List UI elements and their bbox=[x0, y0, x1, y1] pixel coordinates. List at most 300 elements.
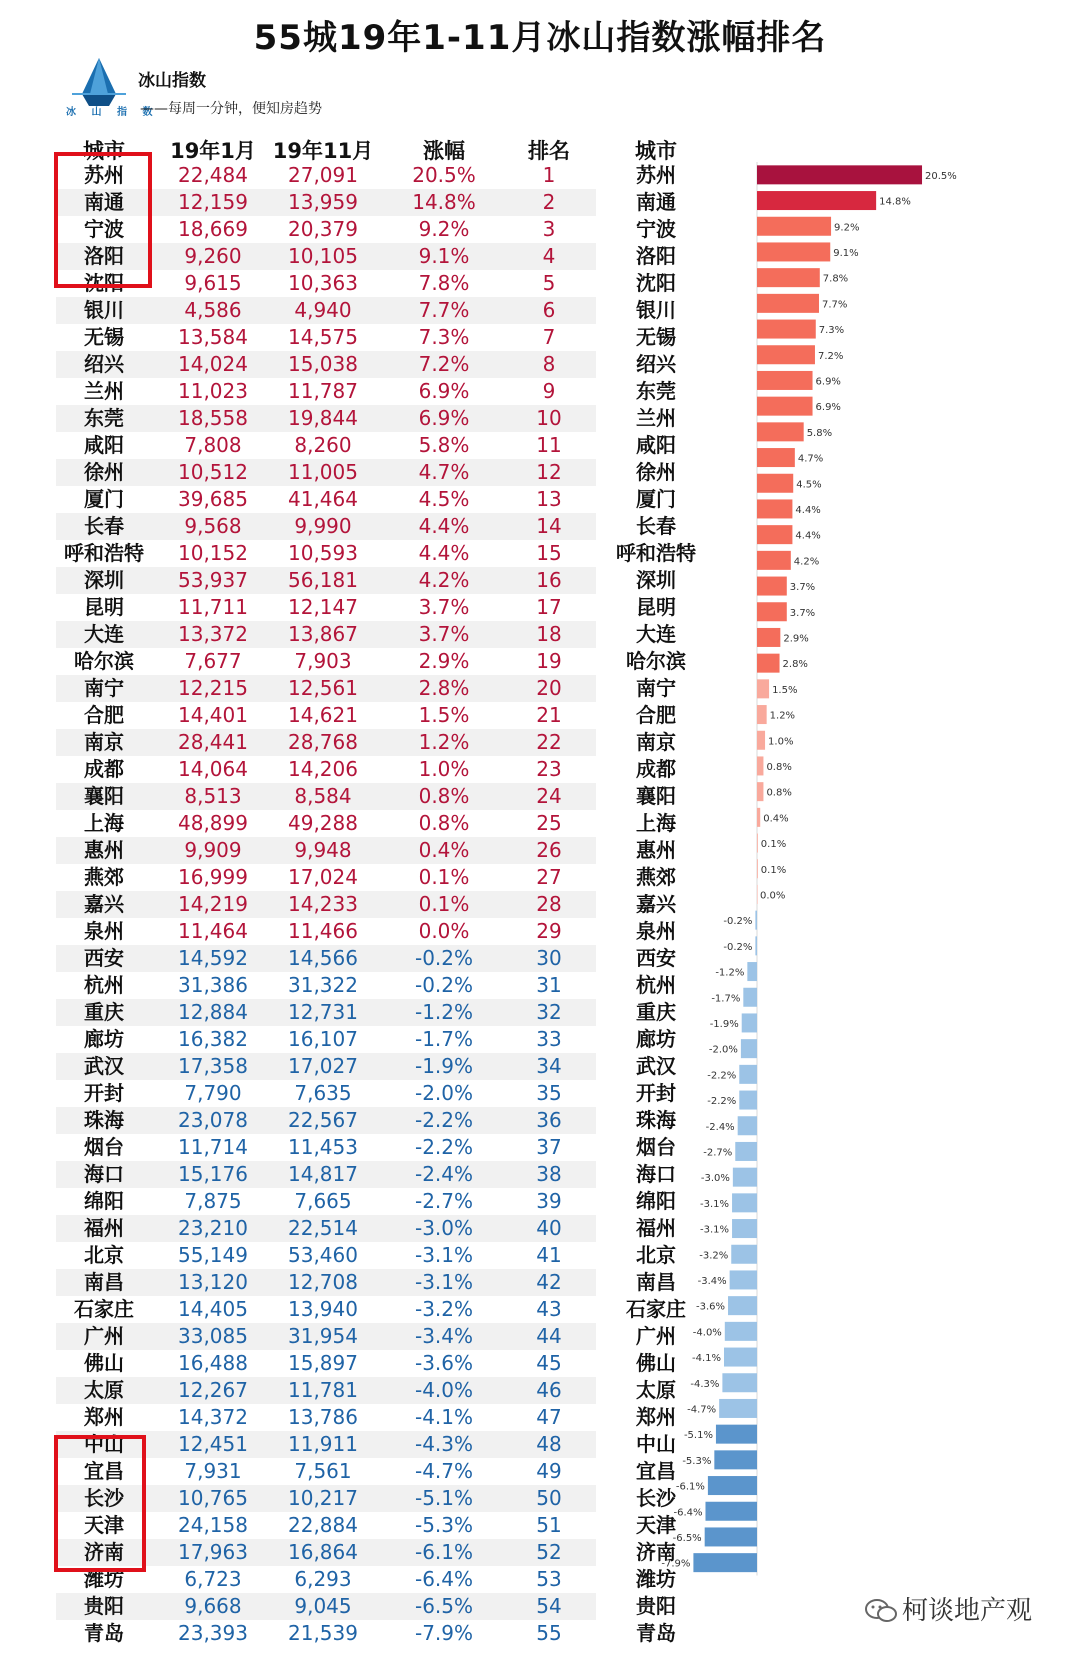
bar-value-label: -5.3% bbox=[682, 1455, 712, 1467]
row-nov-value: 49,288 bbox=[288, 811, 358, 835]
row-rank: 6 bbox=[542, 298, 556, 322]
row-rank: 14 bbox=[536, 514, 562, 538]
bar bbox=[757, 165, 922, 184]
bar bbox=[728, 1296, 757, 1315]
bar bbox=[757, 525, 792, 544]
row-change: -3.0% bbox=[414, 1216, 474, 1240]
row-jan-value: 11,023 bbox=[178, 379, 248, 403]
row-rank: 47 bbox=[536, 1405, 562, 1429]
row-nov-value: 7,903 bbox=[294, 649, 352, 673]
bar bbox=[757, 885, 758, 904]
chart-category-label: 烟台 bbox=[636, 1135, 676, 1159]
row-rank: 21 bbox=[536, 703, 562, 727]
row-jan-value: 31,386 bbox=[178, 973, 248, 997]
row-nov-value: 8,260 bbox=[294, 433, 352, 457]
row-city: 昆明 bbox=[84, 595, 124, 619]
row-city: 福州 bbox=[84, 1216, 124, 1240]
chart-category-label: 嘉兴 bbox=[636, 892, 676, 916]
row-rank: 29 bbox=[536, 919, 562, 943]
row-change: 6.9% bbox=[418, 379, 470, 403]
row-nov-value: 16,107 bbox=[288, 1027, 358, 1051]
row-jan-value: 28,441 bbox=[178, 730, 248, 754]
bar bbox=[757, 499, 792, 518]
chart-category-label: 燕郊 bbox=[636, 865, 676, 889]
row-jan-value: 12,159 bbox=[178, 190, 248, 214]
row-change: -2.7% bbox=[414, 1189, 474, 1213]
bar bbox=[757, 551, 791, 570]
chart-category-label: 咸阳 bbox=[636, 433, 676, 457]
chart-category-label: 北京 bbox=[636, 1243, 676, 1267]
row-rank: 16 bbox=[536, 568, 562, 592]
bar-value-label: 4.4% bbox=[795, 504, 821, 516]
table-row bbox=[56, 540, 596, 567]
row-rank: 44 bbox=[536, 1324, 562, 1348]
row-change: 4.7% bbox=[418, 460, 470, 484]
bar bbox=[725, 1322, 757, 1341]
bar-value-label: 6.9% bbox=[815, 376, 841, 388]
row-change: -1.7% bbox=[414, 1027, 474, 1051]
row-change: 5.8% bbox=[418, 433, 470, 457]
bar-value-label: -4.3% bbox=[690, 1378, 720, 1390]
row-rank: 30 bbox=[536, 946, 562, 970]
row-nov-value: 10,105 bbox=[288, 244, 358, 268]
row-jan-value: 48,899 bbox=[178, 811, 248, 835]
ranking-table bbox=[56, 162, 596, 1647]
row-rank: 36 bbox=[536, 1108, 562, 1132]
row-city: 海口 bbox=[84, 1162, 124, 1186]
bar-value-label: 3.7% bbox=[789, 582, 816, 594]
bar-value-label: 0.1% bbox=[760, 839, 787, 851]
row-rank: 12 bbox=[536, 460, 562, 484]
row-rank: 41 bbox=[536, 1243, 562, 1267]
bar bbox=[742, 1013, 757, 1032]
row-rank: 8 bbox=[542, 352, 556, 376]
bar bbox=[757, 397, 813, 416]
row-rank: 18 bbox=[536, 622, 562, 646]
row-jan-value: 16,382 bbox=[178, 1027, 248, 1051]
row-change: 7.8% bbox=[418, 271, 470, 295]
row-nov-value: 19,844 bbox=[288, 406, 358, 430]
bar-value-label: -2.2% bbox=[707, 1096, 737, 1108]
bar bbox=[757, 628, 780, 647]
chart-category-label: 珠海 bbox=[636, 1108, 676, 1132]
bar bbox=[757, 217, 831, 236]
bar-value-label: 0.4% bbox=[763, 813, 789, 825]
row-nov-value: 11,781 bbox=[288, 1378, 358, 1402]
row-city: 咸阳 bbox=[84, 433, 124, 457]
row-change: -4.3% bbox=[414, 1432, 474, 1456]
bar-value-label: -7.9% bbox=[661, 1558, 691, 1570]
table-row bbox=[56, 891, 596, 918]
table-row bbox=[56, 405, 596, 432]
row-nov-value: 12,147 bbox=[288, 595, 358, 619]
row-rank: 28 bbox=[536, 892, 562, 916]
row-city: 珠海 bbox=[84, 1108, 124, 1132]
chart-category-label: 佛山 bbox=[636, 1351, 676, 1375]
row-jan-value: 11,711 bbox=[178, 595, 248, 619]
row-jan-value: 9,909 bbox=[184, 838, 242, 862]
bar bbox=[757, 268, 820, 287]
chart-category-label: 太原 bbox=[636, 1378, 676, 1402]
chart-category-label: 广州 bbox=[636, 1324, 676, 1348]
row-rank: 1 bbox=[542, 163, 556, 187]
change-bar-chart bbox=[661, 162, 1016, 1647]
row-change: -6.4% bbox=[414, 1567, 474, 1591]
bar-value-label: 9.1% bbox=[833, 247, 859, 259]
row-rank: 17 bbox=[536, 595, 562, 619]
bar-value-label: 9.2% bbox=[834, 222, 860, 234]
row-jan-value: 9,260 bbox=[184, 244, 242, 268]
row-jan-value: 53,937 bbox=[178, 568, 248, 592]
chart-category-label: 开封 bbox=[636, 1081, 676, 1105]
header-change: 涨幅 bbox=[423, 139, 465, 163]
row-rank: 39 bbox=[536, 1189, 562, 1213]
row-jan-value: 7,875 bbox=[184, 1189, 242, 1213]
row-jan-value: 6,723 bbox=[184, 1567, 242, 1591]
row-city: 郑州 bbox=[84, 1405, 124, 1429]
row-nov-value: 17,024 bbox=[288, 865, 358, 889]
table-row bbox=[56, 459, 596, 486]
row-jan-value: 18,669 bbox=[178, 217, 248, 241]
table-row bbox=[56, 1269, 596, 1296]
bar-value-label: -3.6% bbox=[696, 1301, 726, 1313]
bar-value-label: 1.0% bbox=[768, 736, 794, 748]
row-nov-value: 11,911 bbox=[288, 1432, 358, 1456]
bar-value-label: 0.0% bbox=[760, 890, 786, 902]
row-change: 6.9% bbox=[418, 406, 470, 430]
row-city: 绍兴 bbox=[84, 352, 124, 376]
bar-value-label: -5.1% bbox=[683, 1430, 713, 1442]
row-change: 0.0% bbox=[418, 919, 470, 943]
bar-value-label: -1.2% bbox=[715, 967, 745, 979]
bar-value-label: -3.1% bbox=[700, 1224, 730, 1236]
row-change: -3.1% bbox=[414, 1270, 474, 1294]
row-nov-value: 14,206 bbox=[288, 757, 358, 781]
row-rank: 22 bbox=[536, 730, 562, 754]
bar bbox=[757, 577, 787, 596]
row-rank: 46 bbox=[536, 1378, 562, 1402]
row-change: -7.9% bbox=[414, 1621, 474, 1645]
row-rank: 55 bbox=[536, 1621, 562, 1645]
row-city: 西安 bbox=[84, 946, 124, 970]
row-jan-value: 18,558 bbox=[178, 406, 248, 430]
row-rank: 45 bbox=[536, 1351, 562, 1375]
row-rank: 11 bbox=[536, 433, 562, 457]
bar-value-label: -3.0% bbox=[700, 1173, 730, 1185]
row-change: 14.8% bbox=[412, 190, 476, 214]
row-city: 烟台 bbox=[84, 1135, 124, 1159]
row-nov-value: 27,091 bbox=[288, 163, 358, 187]
header-nov: 19年11月 bbox=[272, 139, 374, 163]
row-city: 宁波 bbox=[84, 217, 124, 241]
row-rank: 48 bbox=[536, 1432, 562, 1456]
table-row bbox=[56, 513, 596, 540]
bar bbox=[741, 1039, 757, 1058]
bar-value-label: 4.4% bbox=[795, 530, 821, 542]
row-jan-value: 10,512 bbox=[178, 460, 248, 484]
row-jan-value: 8,513 bbox=[184, 784, 242, 808]
table-row bbox=[56, 1161, 596, 1188]
row-city: 北京 bbox=[84, 1243, 124, 1267]
table-row bbox=[56, 1134, 596, 1161]
row-city: 佛山 bbox=[84, 1351, 124, 1375]
bar bbox=[757, 808, 760, 827]
row-nov-value: 9,990 bbox=[294, 514, 352, 538]
row-city: 武汉 bbox=[84, 1054, 124, 1078]
highlight-box-bottom bbox=[54, 1435, 146, 1572]
bar-value-label: 0.8% bbox=[766, 787, 792, 799]
bar bbox=[733, 1168, 757, 1187]
row-rank: 35 bbox=[536, 1081, 562, 1105]
chart-category-label: 大连 bbox=[636, 622, 676, 646]
table-row bbox=[56, 999, 596, 1026]
bar-value-label: 4.5% bbox=[796, 479, 822, 491]
row-rank: 25 bbox=[536, 811, 562, 835]
bar-value-label: 14.8% bbox=[879, 196, 911, 208]
row-nov-value: 10,593 bbox=[288, 541, 358, 565]
bar bbox=[716, 1425, 757, 1444]
table-header bbox=[56, 135, 756, 163]
table-row bbox=[56, 783, 596, 810]
bar-value-label: -2.4% bbox=[705, 1121, 735, 1133]
table-row bbox=[56, 1404, 596, 1431]
row-city: 呼和浩特 bbox=[64, 541, 144, 565]
bar bbox=[705, 1527, 757, 1546]
bar-value-label: -6.1% bbox=[675, 1481, 705, 1493]
chart-category-label: 廊坊 bbox=[636, 1027, 676, 1051]
row-jan-value: 16,488 bbox=[178, 1351, 248, 1375]
bar-value-label: -2.0% bbox=[708, 1044, 738, 1056]
table-row bbox=[56, 432, 596, 459]
row-change: -6.1% bbox=[414, 1540, 474, 1564]
row-nov-value: 20,379 bbox=[288, 217, 358, 241]
row-jan-value: 11,464 bbox=[178, 919, 248, 943]
chart-category-label: 长春 bbox=[636, 514, 676, 538]
chart-category-label: 无锡 bbox=[636, 325, 676, 349]
bar bbox=[757, 782, 763, 801]
row-nov-value: 11,005 bbox=[288, 460, 358, 484]
row-nov-value: 8,584 bbox=[294, 784, 352, 808]
row-nov-value: 16,864 bbox=[288, 1540, 358, 1564]
bar-value-label: -2.7% bbox=[703, 1147, 733, 1159]
chart-category-label: 潍坊 bbox=[636, 1567, 676, 1591]
chart-category-label: 宁波 bbox=[636, 217, 676, 241]
row-change: -0.2% bbox=[414, 946, 474, 970]
row-nov-value: 17,027 bbox=[288, 1054, 358, 1078]
wechat-icon bbox=[864, 1598, 898, 1624]
chart-category-label: 福州 bbox=[636, 1216, 676, 1240]
chart-category-label: 杭州 bbox=[636, 973, 676, 997]
table-row bbox=[56, 486, 596, 513]
row-rank: 51 bbox=[536, 1513, 562, 1537]
bar bbox=[757, 834, 758, 853]
bar-value-label: 2.8% bbox=[782, 659, 808, 671]
bar-value-label: -3.2% bbox=[699, 1250, 729, 1262]
row-nov-value: 22,514 bbox=[288, 1216, 358, 1240]
row-city: 宜昌 bbox=[84, 1459, 124, 1483]
chart-category-label: 惠州 bbox=[636, 838, 676, 862]
bar-value-label: 1.2% bbox=[769, 710, 796, 722]
bar bbox=[747, 962, 757, 981]
chart-category-label: 南京 bbox=[636, 730, 676, 754]
chart-category-label: 贵阳 bbox=[636, 1594, 676, 1618]
row-change: 4.5% bbox=[418, 487, 470, 511]
row-nov-value: 14,817 bbox=[288, 1162, 358, 1186]
row-city: 兰州 bbox=[84, 379, 124, 403]
row-change: 7.7% bbox=[418, 298, 470, 322]
bar-value-label: -1.9% bbox=[709, 1018, 739, 1030]
row-city: 无锡 bbox=[84, 325, 124, 349]
row-change: 1.2% bbox=[418, 730, 470, 754]
bar bbox=[755, 936, 757, 955]
row-change: -3.2% bbox=[414, 1297, 474, 1321]
row-city: 泉州 bbox=[84, 919, 124, 943]
table-row bbox=[56, 972, 596, 999]
chart-category-label: 宜昌 bbox=[636, 1459, 676, 1483]
bar-value-label: -4.7% bbox=[687, 1404, 717, 1416]
row-nov-value: 11,466 bbox=[288, 919, 358, 943]
chart-category-label: 中山 bbox=[636, 1432, 676, 1456]
row-city: 长春 bbox=[84, 514, 124, 538]
bar bbox=[739, 1065, 757, 1084]
row-nov-value: 11,787 bbox=[288, 379, 358, 403]
table-row bbox=[56, 648, 596, 675]
chart-category-label: 重庆 bbox=[636, 1000, 676, 1024]
row-jan-value: 13,584 bbox=[178, 325, 248, 349]
row-nov-value: 53,460 bbox=[288, 1243, 358, 1267]
chart-category-label: 天津 bbox=[636, 1513, 676, 1537]
bar bbox=[693, 1553, 757, 1572]
bar-value-label: -6.4% bbox=[673, 1507, 703, 1519]
bar bbox=[757, 371, 813, 390]
table-row bbox=[56, 378, 596, 405]
bar bbox=[714, 1450, 757, 1469]
row-nov-value: 13,959 bbox=[288, 190, 358, 214]
table-row bbox=[56, 702, 596, 729]
row-jan-value: 14,372 bbox=[178, 1405, 248, 1429]
row-jan-value: 12,884 bbox=[178, 1000, 248, 1024]
chart-category-label: 合肥 bbox=[636, 703, 676, 727]
row-change: 0.8% bbox=[418, 784, 470, 808]
row-rank: 37 bbox=[536, 1135, 562, 1159]
row-jan-value: 14,401 bbox=[178, 703, 248, 727]
bar bbox=[730, 1270, 757, 1289]
row-jan-value: 39,685 bbox=[178, 487, 248, 511]
bar-value-label: 0.8% bbox=[766, 761, 792, 773]
row-change: -4.1% bbox=[414, 1405, 474, 1429]
row-nov-value: 14,575 bbox=[288, 325, 358, 349]
bar-value-label: 1.5% bbox=[772, 684, 798, 696]
bar bbox=[757, 756, 763, 775]
row-city: 贵阳 bbox=[84, 1594, 124, 1618]
bar bbox=[705, 1502, 757, 1521]
row-city: 苏州 bbox=[84, 163, 124, 187]
bar bbox=[757, 345, 815, 364]
row-jan-value: 14,064 bbox=[178, 757, 248, 781]
row-rank: 38 bbox=[536, 1162, 562, 1186]
row-city: 天津 bbox=[84, 1513, 124, 1537]
row-rank: 15 bbox=[536, 541, 562, 565]
row-rank: 7 bbox=[542, 325, 556, 349]
row-nov-value: 14,621 bbox=[288, 703, 358, 727]
row-jan-value: 7,931 bbox=[184, 1459, 242, 1483]
row-city: 廊坊 bbox=[84, 1027, 124, 1051]
row-city: 合肥 bbox=[84, 703, 124, 727]
row-jan-value: 12,215 bbox=[178, 676, 248, 700]
row-city: 绵阳 bbox=[84, 1189, 124, 1213]
table-row bbox=[56, 324, 596, 351]
row-nov-value: 9,045 bbox=[294, 1594, 352, 1618]
row-change: 0.8% bbox=[418, 811, 470, 835]
chart-category-label: 石家庄 bbox=[626, 1297, 686, 1321]
row-city: 厦门 bbox=[84, 487, 124, 511]
table-row bbox=[56, 594, 596, 621]
bar-value-label: -1.7% bbox=[711, 993, 741, 1005]
bar bbox=[724, 1348, 757, 1367]
row-rank: 13 bbox=[536, 487, 562, 511]
row-rank: 2 bbox=[542, 190, 556, 214]
row-nov-value: 21,539 bbox=[288, 1621, 358, 1645]
chart-category-label: 西安 bbox=[636, 946, 676, 970]
row-city: 洛阳 bbox=[84, 244, 124, 268]
row-change: -3.4% bbox=[414, 1324, 474, 1348]
bar bbox=[743, 988, 757, 1007]
chart-category-label: 哈尔滨 bbox=[626, 649, 686, 673]
row-city: 潍坊 bbox=[84, 1567, 124, 1591]
row-nov-value: 31,954 bbox=[288, 1324, 358, 1348]
row-change: -4.0% bbox=[414, 1378, 474, 1402]
row-change: -1.2% bbox=[414, 1000, 474, 1024]
row-rank: 49 bbox=[536, 1459, 562, 1483]
bar bbox=[719, 1399, 757, 1418]
bar bbox=[731, 1245, 757, 1264]
row-jan-value: 22,484 bbox=[178, 163, 248, 187]
chart-category-labels bbox=[596, 162, 716, 1647]
table-row bbox=[56, 567, 596, 594]
row-change: -2.0% bbox=[414, 1081, 474, 1105]
row-jan-value: 33,085 bbox=[178, 1324, 248, 1348]
header-jan: 19年1月 bbox=[170, 139, 256, 163]
bar bbox=[738, 1116, 757, 1135]
bar bbox=[708, 1476, 757, 1495]
bar-value-label: -0.2% bbox=[723, 916, 753, 928]
row-jan-value: 14,592 bbox=[178, 946, 248, 970]
header-city-right: 城市 bbox=[635, 139, 677, 163]
row-change: 2.8% bbox=[418, 676, 470, 700]
table-row bbox=[56, 1593, 596, 1620]
highlight-box-top bbox=[54, 152, 152, 288]
row-city: 济南 bbox=[84, 1540, 124, 1564]
row-jan-value: 7,790 bbox=[184, 1081, 242, 1105]
row-jan-value: 7,677 bbox=[184, 649, 242, 673]
row-rank: 33 bbox=[536, 1027, 562, 1051]
table-row bbox=[56, 621, 596, 648]
chart-category-label: 泉州 bbox=[636, 919, 676, 943]
row-jan-value: 17,963 bbox=[178, 1540, 248, 1564]
row-change: 0.4% bbox=[418, 838, 470, 862]
bar bbox=[732, 1193, 757, 1212]
table-row bbox=[56, 810, 596, 837]
row-nov-value: 28,768 bbox=[288, 730, 358, 754]
bar-value-label: -4.0% bbox=[692, 1327, 722, 1339]
brand-name: 冰山指数 bbox=[138, 71, 206, 91]
chart-category-label: 南通 bbox=[636, 190, 676, 214]
table-row bbox=[56, 1107, 596, 1134]
row-nov-value: 10,217 bbox=[288, 1486, 358, 1510]
row-rank: 5 bbox=[542, 271, 556, 295]
chart-category-label: 青岛 bbox=[636, 1621, 676, 1645]
bar bbox=[739, 1091, 757, 1110]
